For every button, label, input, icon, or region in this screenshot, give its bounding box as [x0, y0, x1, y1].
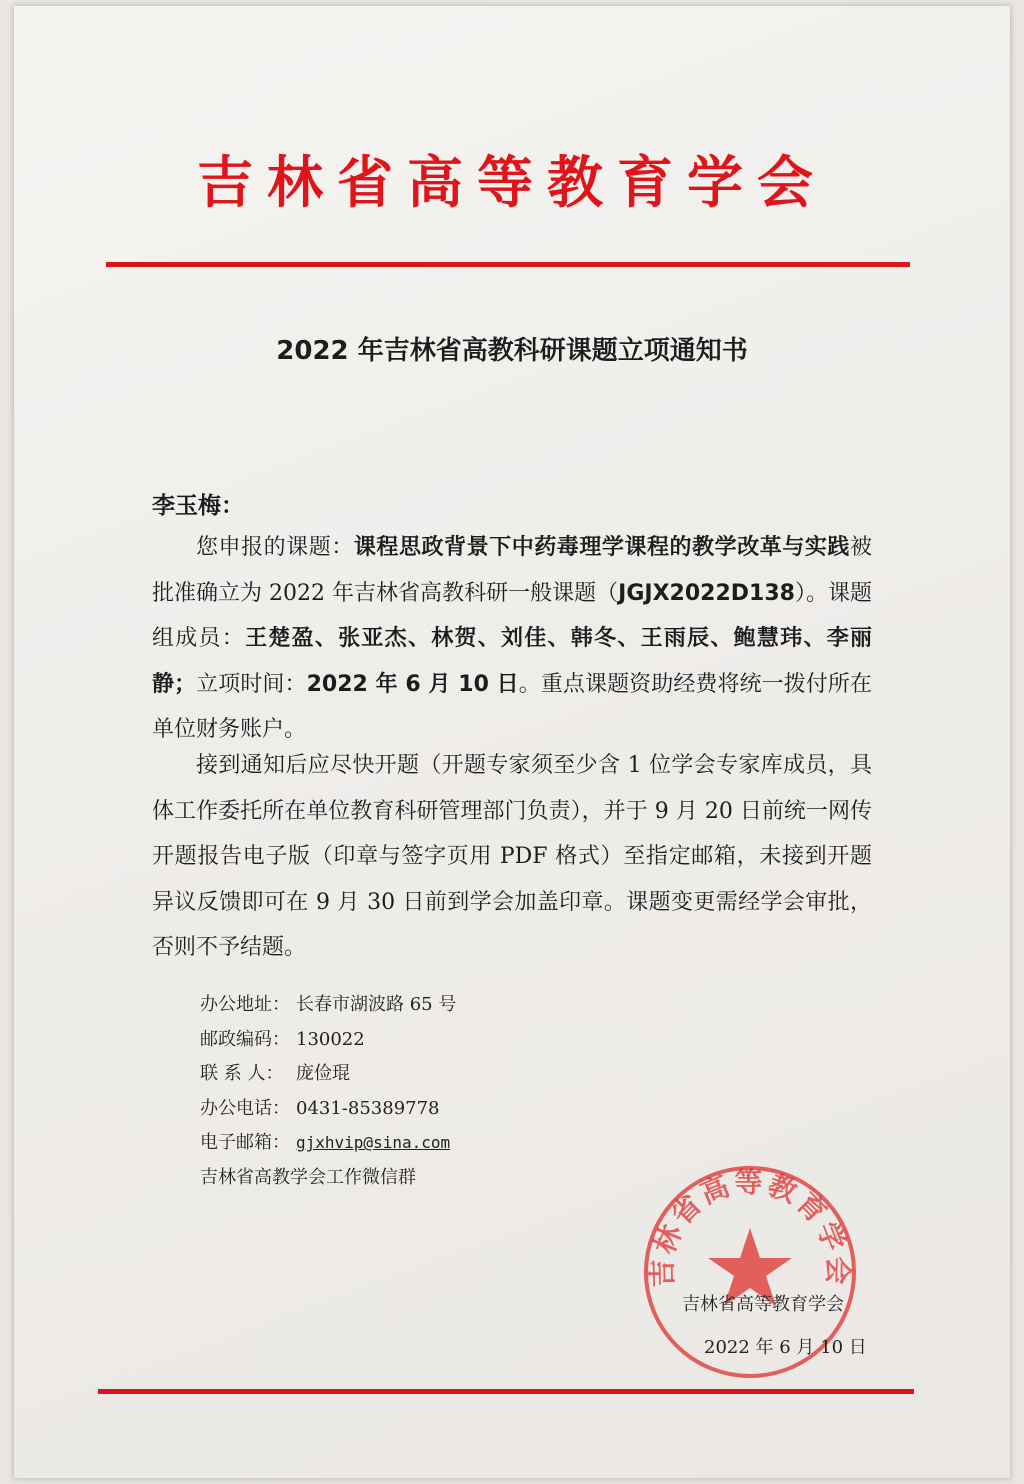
letterhead-divider [106, 262, 910, 267]
project-name: 课程思政背景下中药毒理学课程的教学改革与实践 [353, 535, 850, 560]
svg-text:吉林省高等教育学会: 吉林省高等教育学会 [645, 1166, 855, 1288]
contact-phone: 办公电话： 0431-85389778 [200, 1097, 440, 1119]
p1-tail: ）。课题组成员： [152, 580, 872, 651]
p1-end: 。重点课题资助经费将统一拨付所在单位财务账户。 [152, 671, 872, 742]
p1-lead: 您申报的课题： [196, 535, 354, 560]
contact-block [200, 988, 456, 1196]
signature-org: 吉林省高等教育学会 [682, 1294, 844, 1315]
contact-address: 办公地址： 长春市湖波路 65 号 [200, 994, 457, 1015]
team-members: 王楚盈、张亚杰、林贺、刘佳、韩冬、王雨辰、鲍慧玮、李丽静； [152, 626, 872, 697]
signature-date: 2022 年 6 月 10 日 [704, 1337, 867, 1358]
email-link[interactable]: gjxhvip@sina.com [296, 1133, 451, 1153]
paragraph-approval [152, 525, 872, 753]
footer-divider [98, 1389, 914, 1394]
paragraph-instructions: 接到通知后应尽快开题（开题专家须至少含 1 位学会专家库成员，具体工作委托所在单位教育科研管理部门负责），并于 9 月 20 日前统一网传开题报告电子版（印章与签字页用 PDF 格式）至指定邮箱，未接到开题异议反馈即可在 9 月 30 日前到学会加盖印章。课题变更需经学会审批，否则不予结题。 [152, 753, 872, 960]
contact-person: 联 系 人： 庞俭琨 [200, 1063, 350, 1085]
approval-date: 2022 年 6 月 10 日 [306, 671, 519, 697]
document-title: 2022 年吉林省高教科研课题立项通知书 [276, 336, 748, 366]
contact-email: 电子邮箱： gjxhvip@sina.com [200, 1132, 451, 1154]
salutation: 李玉梅： [152, 493, 244, 519]
contact-postcode: 邮政编码： 130022 [200, 1028, 365, 1050]
contact-wechat: 吉林省高教学会工作微信群 [200, 1166, 416, 1188]
letterhead-title: 吉林省高等教育学会 [197, 151, 827, 216]
p1-mid: 被批准确立为 2022 年吉林省高教科研一般课题（ [152, 535, 872, 606]
date-label: 立项时间： [196, 671, 307, 697]
project-code: JGJX2022D138 [618, 580, 795, 606]
